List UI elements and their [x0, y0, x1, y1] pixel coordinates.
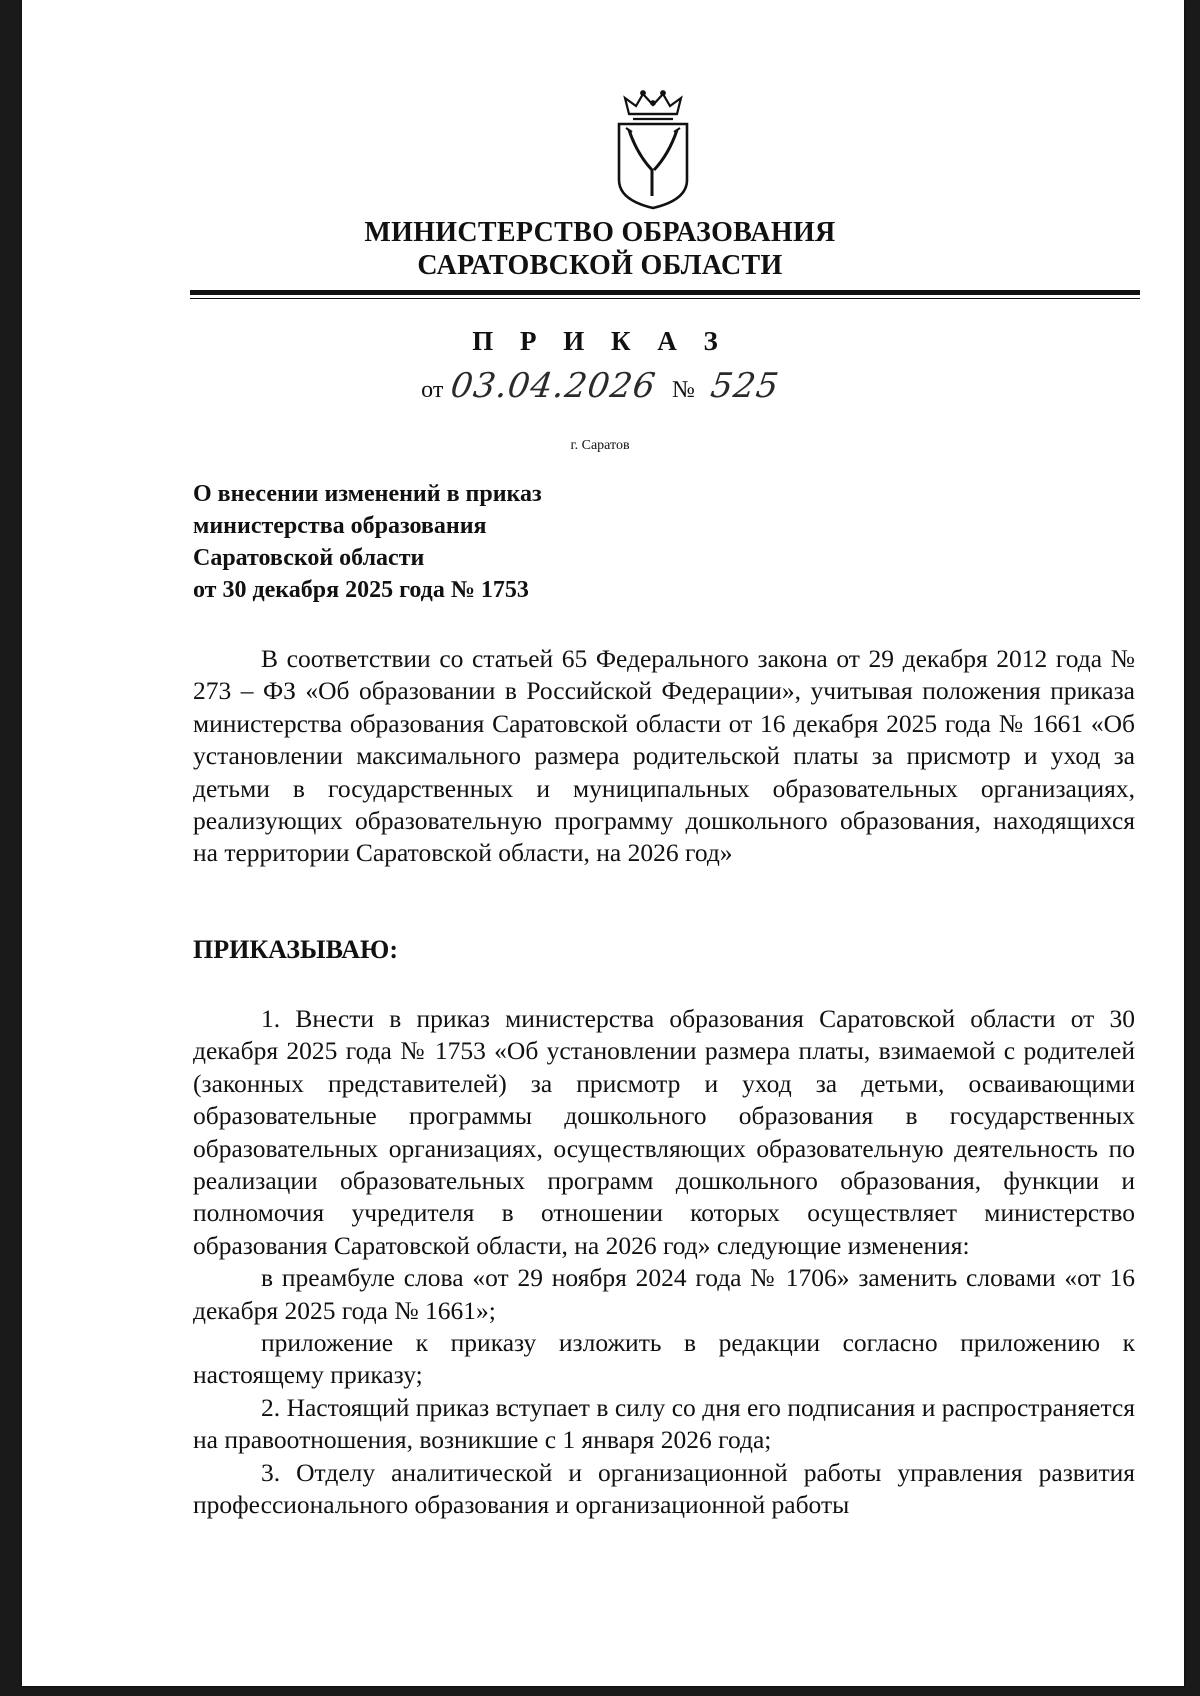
ministry-line-1: МИНИСТЕРСТВО ОБРАЗОВАНИЯ	[364, 217, 836, 248]
ministry-name	[0, 216, 1200, 282]
handwritten-date: 03.04.2026	[448, 366, 659, 406]
number-sign: №	[672, 377, 695, 403]
saratov-coat-of-arms-icon	[603, 88, 703, 212]
order-item-3: 3. Отделу аналитической и организационной работы управления развития профессионального образования и организационной работы	[193, 1457, 1135, 1520]
city: г. Саратов	[570, 438, 630, 453]
order-subject	[193, 478, 542, 606]
handwritten-number: 525	[708, 366, 782, 406]
subject-line: О внесении изменений в приказ	[193, 481, 542, 507]
order-item-1-preamble-change: в преамбуле слова «от 29 ноября 2024 года № 1706» заменить словами «от 16 декабря 2025 года № 1661»;	[193, 1263, 1135, 1325]
header-thick-rule	[190, 290, 1140, 295]
preamble-paragraph: В соответствии со статьей 65 Федерального закона от 29 декабря 2012 года № 273 – ФЗ «Об образовании в Российской Федерации», учитывая положения приказа министерства образования Саратовской области от 16 декабря 2025 года № 1661 «Об установлении максимального размера родительской платы за присмотр и уход за детьми в государственных и муниципальных образовательных организациях, реализующих образовательную программу дошкольного образования, находящихся на территории Саратовской области, на 2026 год»	[193, 644, 1135, 868]
order-date-number-line	[0, 366, 1200, 406]
date-prefix: от	[421, 377, 444, 403]
order-items	[193, 1003, 1135, 1522]
ministry-line-2: САРАТОВСКОЙ ОБЛАСТИ	[417, 250, 783, 281]
order-item-1: 1. Внести в приказ министерства образования Саратовской области от 30 декабря 2025 года № 1753 «Об установлении размера платы, взимаемой с родителей (законных представителей) за присмотр и уход за детьми, осваивающими образовательные программы дошкольного образования в государственных образовательных организациях, осуществляющих образовательную деятельность по реализации образовательных программ дошкольного образования, функции и полномочия учредителя в отношении которых осуществляет министерство образования Саратовской области, на 2026 год» следующие изменения:	[193, 1004, 1135, 1260]
subject-line: министерства образования	[193, 513, 487, 539]
order-title: П Р И К А З	[472, 326, 728, 356]
order-item-2: 2. Настоящий приказ вступает в силу со дня его подписания и распространяется на правоотношения, возникшие с 1 января 2026 года;	[193, 1392, 1135, 1455]
order-item-1-appendix-change: приложение к приказу изложить в редакции согласно приложению к настоящему приказу;	[193, 1328, 1135, 1390]
orders-heading: ПРИКАЗЫВАЮ:	[193, 935, 398, 964]
subject-line: от 30 декабря 2025 года № 1753	[193, 577, 529, 603]
preamble-block	[193, 643, 1135, 870]
subject-line: Саратовской области	[193, 545, 425, 571]
header-thin-rule	[190, 298, 1140, 299]
